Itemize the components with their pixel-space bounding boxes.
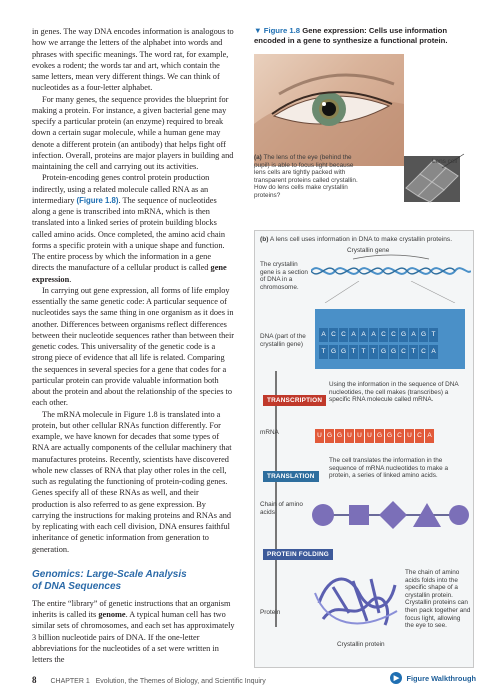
folding-description: The chain of amino acids folds into the specific shape of a crystallin protein. Crystallin proteins can then pack together and focus light, allowing the eye to see.: [405, 569, 471, 630]
nucleotide-base: C: [395, 429, 404, 443]
nucleotide-base: G: [385, 429, 394, 443]
nucleotide-base: U: [315, 429, 324, 443]
chromosome-dna-strand: [311, 253, 471, 283]
nucleotide-base: C: [339, 328, 348, 342]
paragraph: For many genes, the sequence provides the blueprint for making a protein. For instance, a given bacterial gene may specify a particular protein (an enzyme) required to break down a certain sugar molecule, while a human gene may denote a different protein (an antibody) that helps fight off infection. Overall, proteins are major players in building and maintaining the cell and carrying out its activities.: [32, 94, 234, 171]
text-span: . A typical human cell has two similar sets of chromosomes, and each set has approximately 3 billion nucleotide pairs of DNA. If the one-letter abbreviations for the nucleotides of a set were written in letters the: [32, 610, 235, 664]
nucleotide-base: A: [425, 429, 434, 443]
nucleotide-base: T: [349, 345, 358, 359]
nucleotide-base: G: [419, 328, 428, 342]
section-heading-line: of DNA Sequences: [32, 580, 122, 592]
nucleotide-base: G: [375, 429, 384, 443]
key-term: gene expression: [32, 263, 227, 284]
transcription-description: Using the information in the sequence of DNA nucleotides, the cell makes (transcribes) a specific RNA molecule called mRNA.: [329, 381, 459, 404]
translation-description: The cell translates the information in the sequence of mRNA nucleotides to make a protein, a series of linked amino acids.: [329, 457, 449, 480]
nucleotide-base: T: [409, 345, 418, 359]
mrna-label: mRNA: [260, 429, 279, 436]
panel-a-text: [254, 154, 360, 200]
lens-cells-micrograph: [402, 138, 476, 208]
chapter-label: CHAPTER 1: [50, 678, 90, 685]
text-span: .: [69, 274, 72, 284]
figure-caption: [254, 26, 476, 45]
crystallin-protein-label: Crystallin protein: [337, 641, 385, 648]
amino-acid-chain-label: Chain of amino acids: [260, 501, 303, 516]
body-text-column: [32, 26, 235, 665]
nucleotide-base: G: [389, 345, 398, 359]
nucleotide-base: C: [419, 345, 428, 359]
key-term: genome: [98, 610, 126, 619]
paragraph: in genes. The way DNA encodes information is analogous to how we arrange the letters of the alphabet into words and phrases with specific meanings. The word rat, for example, evokes a rodent; the words tar and art, which contain the same letters, mean very different things. We can think of nucleotides as a four-letter alphabet.: [32, 27, 234, 93]
section-heading: [32, 569, 235, 593]
nucleotide-base: U: [405, 429, 414, 443]
protein-folding-step-label: PROTEIN FOLDING: [263, 549, 333, 560]
nucleotide-base: G: [379, 345, 388, 359]
nucleotide-base: U: [345, 429, 354, 443]
nucleotide-base: U: [365, 429, 374, 443]
nucleotide-base: G: [335, 429, 344, 443]
panel-b-title: [260, 236, 470, 244]
panel-letter: (a): [254, 154, 262, 161]
protein-label: Protein: [260, 609, 281, 616]
zoom-lines: [319, 281, 459, 303]
panel-a-description: The lens of the eye (behind the pupil) is able to focus light because lens cells are tightly packed with transparent proteins called crystallin. How do lens cells make crystallin proteins?: [254, 154, 358, 199]
walkthrough-label: Figure Walkthrough: [406, 673, 476, 683]
panel-b-title-text: A lens cell uses information in DNA to make crystallin proteins.: [269, 236, 453, 243]
nucleotide-base: A: [349, 328, 358, 342]
nucleotide-base: A: [319, 328, 328, 342]
eye-illustration: [254, 54, 404, 166]
paragraph: The mRNA molecule in Figure 1.8 is translated into a protein, but other cellular RNAs function differently. For example, we have known for decades that some types of RNA are actually components of the cellular machinery that manufactures proteins. Recently, scientists have discovered whole new classes of RNA that play other roles in the cell, such as regulating the functioning of protein-coding genes. Genes specify all of these RNAs as well, and their production is also referred to as gene expression. By carrying the instructions for making proteins and RNAs and by replicating with each cell division, DNA ensures faithful inheritance of genetic information from generation to generation.: [32, 409, 232, 554]
panel-letter: (b): [260, 236, 269, 243]
paragraph: In carrying out gene expression, all forms of life employ essentially the same genetic code: A particular sequence of nucleotides says the same thing in one organism as it does in another. Differences between organisms reflect differences between their nucleotide sequences rather than between their genetic codes. This universality of the genetic code is a strong piece of evidence that all life is related. Comparing the sequences in several species for a gene that codes for a particular protein can provide valuable information both about the protein and about the relationship of the species to each other.: [32, 285, 235, 408]
walkthrough-icon: ▶: [390, 672, 402, 684]
translation-step-label: TRANSLATION: [263, 471, 319, 482]
crystallin-gene-label: Crystallin gene: [347, 247, 390, 254]
nucleotide-base: C: [389, 328, 398, 342]
page-footer: [32, 675, 476, 685]
figure-caption-text: Gene expression: Cells use information encoded in a gene to synthesize a functional protein.: [254, 26, 448, 45]
nucleotide-base: A: [409, 328, 418, 342]
dna-bottom-strand: [319, 340, 439, 359]
nucleotide-base: C: [379, 328, 388, 342]
transcription-step-label: TRANSCRIPTION: [263, 395, 326, 406]
figure-walkthrough-link[interactable]: [390, 672, 476, 684]
text-span: The entire “library” of genetic instructions that an organism inherits is called its: [32, 598, 231, 619]
nucleotide-base: A: [369, 328, 378, 342]
section-heading-line: Genomics: Large-Scale Analysis: [32, 568, 187, 580]
text-span: Protein-encoding genes control protein production indirectly, using a related molecule called RNA as an intermediary: [32, 173, 210, 205]
nucleotide-base: T: [429, 328, 438, 342]
dna-label: DNA (part of the crystallin gene): [260, 333, 306, 348]
nucleotide-base: G: [329, 345, 338, 359]
nucleotide-base: C: [329, 328, 338, 342]
nucleotide-base: T: [319, 345, 328, 359]
chapter-title: Evolution, the Themes of Biology, and Scientific Inquiry: [95, 678, 266, 685]
figure-1-8: [254, 26, 476, 648]
nucleotide-base: A: [359, 328, 368, 342]
amino-acid-chain: [309, 495, 471, 535]
figure-marker-icon: ▼: [254, 26, 262, 35]
nucleotide-base: U: [355, 429, 364, 443]
figure-number: Figure 1.8: [263, 26, 301, 35]
nucleotide-base: T: [359, 345, 368, 359]
lens-cell-label: Lens cell: [432, 158, 458, 165]
gene-description: The crystallin gene is a section of DNA in a chromosome.: [260, 261, 308, 291]
nucleotide-base: G: [339, 345, 348, 359]
panel-b: [254, 230, 474, 668]
nucleotide-base: C: [415, 429, 424, 443]
page-number: 8: [32, 675, 37, 685]
mrna-strand: [315, 424, 435, 443]
flow-arrow-line: [275, 371, 277, 627]
nucleotide-base: A: [429, 345, 438, 359]
crystallin-protein-structure: [309, 563, 405, 635]
eye-photo: [254, 54, 404, 166]
nucleotide-base: C: [399, 345, 408, 359]
paragraph: [32, 598, 235, 666]
nucleotide-base: G: [399, 328, 408, 342]
dna-double-strand: [315, 309, 465, 369]
nucleotide-base: T: [369, 345, 378, 359]
paragraph: [32, 172, 235, 285]
text-span: . The sequence of nucleotides along a gene is transcribed into mRNA, which is then translated into a linked series of protein building blocks called amino acids. Once completed, the amino acid chain forms a specific protein with a unique shape and function. The entire process by which the information in a gene directs the manufacture of a cellular product is called: [32, 195, 226, 273]
figure-reference-link[interactable]: (Figure 1.8): [76, 195, 119, 205]
nucleotide-base: G: [325, 429, 334, 443]
